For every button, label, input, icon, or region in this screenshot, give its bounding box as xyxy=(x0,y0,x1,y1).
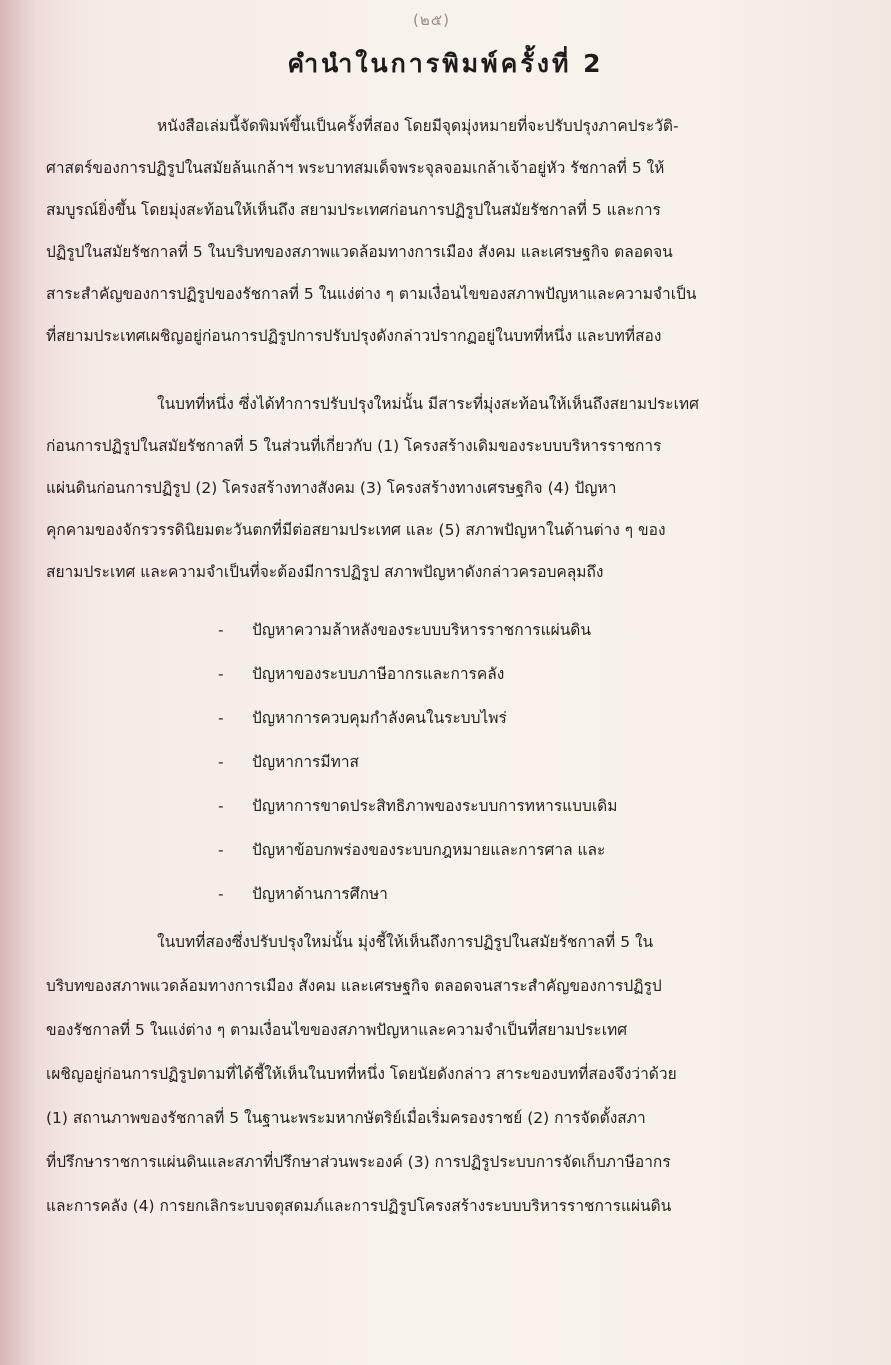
paragraph-3-line-7: และการคลัง (4) การยกเลิกระบบจตุสดมภ์และการปฏิรูปโครงสร้างระบบบริหารราชการแผ่นดิน xyxy=(46,1197,672,1215)
paragraph-3-line-1: ในบทที่สองซึ่งปรับปรุงใหม่นั้น มุ่งชี้ให้เห็นถึงการปฏิรูปในสมัยรัชกาลที่ 5 ใน xyxy=(157,933,654,951)
page-number: (๒๕) xyxy=(413,11,450,29)
bullet-marker: - xyxy=(218,841,224,859)
paragraph-3-line-4: เผชิญอยู่ก่อนการปฏิรูปตามที่ได้ชี้ให้เห็นในบทที่หนึ่ง โดยนัยดังกล่าว สาระของบทที่สองจึงว่าด้วย xyxy=(46,1065,677,1083)
bullet-marker: - xyxy=(218,885,224,903)
paragraph-1-line-5: สาระสำคัญของการปฏิรูปของรัชกาลที่ 5 ในแง่ต่าง ๆ ตามเงื่อนไขของสภาพปัญหาและความจำเป็น xyxy=(46,285,697,303)
bullet-item-4: ปัญหาการมีทาส xyxy=(252,753,359,771)
paragraph-1-line-6: ที่สยามประเทศเผชิญอยู่ก่อนการปฏิรูปการปรับปรุงดังกล่าวปรากฏอยู่ในบทที่หนึ่ง และบทที่สอง xyxy=(46,327,662,345)
bullet-item-1: ปัญหาความล้าหลังของระบบบริหารราชการแผ่นดิน xyxy=(252,621,591,639)
paragraph-2-line-1: ในบทที่หนึ่ง ซึ่งได้ทำการปรับปรุงใหม่นั้น มีสาระที่มุ่งสะท้อนให้เห็นถึงสยามประเทศ xyxy=(157,395,699,413)
bullet-item-5: ปัญหาการขาดประสิทธิภาพของระบบการทหารแบบเดิม xyxy=(252,797,618,815)
paragraph-2-line-5: สยามประเทศ และความจำเป็นที่จะต้องมีการปฏิรูป สภาพปัญหาดังกล่าวครอบคลุมถึง xyxy=(46,563,604,581)
paragraph-3-line-5: (1) สถานภาพของรัชกาลที่ 5 ในฐานะพระมหากษัตริย์เมื่อเริ่มครองราชย์ (2) การจัดตั้งสภา xyxy=(46,1109,646,1127)
page-edge-shadow xyxy=(0,0,36,1365)
paragraph-1-line-1: หนังสือเล่มนี้จัดพิมพ์ขึ้นเป็นครั้งที่สอง โดยมีจุดมุ่งหมายที่จะปรับปรุงภาคประวัติ- xyxy=(157,117,679,135)
paragraph-3-line-2: บริบทของสภาพแวดล้อมทางการเมือง สังคม และเศรษฐกิจ ตลอดจนสาระสำคัญของการปฏิรูป xyxy=(46,977,662,995)
paragraph-3-line-6: ที่ปรึกษาราชการแผ่นดินและสภาที่ปรึกษาส่วนพระองค์ (3) การปฏิรูประบบการจัดเก็บภาษีอากร xyxy=(46,1153,671,1171)
paragraph-2-line-3: แผ่นดินก่อนการปฏิรูป (2) โครงสร้างทางสังคม (3) โครงสร้างทางเศรษฐกิจ (4) ปัญหา xyxy=(46,479,617,497)
paragraph-2-line-2: ก่อนการปฏิรูปในสมัยรัชกาลที่ 5 ในส่วนที่เกี่ยวกับ (1) โครงสร้างเดิมของระบบบริหารราชการ xyxy=(46,437,662,455)
paragraph-1-line-3: สมบูรณ์ยิ่งขึ้น โดยมุ่งสะท้อนให้เห็นถึง สยามประเทศก่อนการปฏิรูปในสมัยรัชกาลที่ 5 และการ xyxy=(46,201,661,219)
bullet-marker: - xyxy=(218,709,224,727)
page-title: คำนำในการพิมพ์ครั้งที่ 2 xyxy=(287,49,604,78)
bullet-marker: - xyxy=(218,753,224,771)
bullet-item-7: ปัญหาด้านการศึกษา xyxy=(252,885,388,903)
bullet-item-6: ปัญหาข้อบกพร่องของระบบกฎหมายและการศาล และ xyxy=(252,841,606,859)
paragraph-1-line-4: ปฏิรูปในสมัยรัชกาลที่ 5 ในบริบทของสภาพแวดล้อมทางการเมือง สังคม และเศรษฐกิจ ตลอดจน xyxy=(46,243,673,261)
bullet-marker: - xyxy=(218,797,224,815)
bullet-marker: - xyxy=(218,665,224,683)
bullet-marker: - xyxy=(218,621,224,639)
bullet-item-2: ปัญหาของระบบภาษีอากรและการคลัง xyxy=(252,665,505,683)
bullet-item-3: ปัญหาการควบคุมกำลังคนในระบบไพร่ xyxy=(252,709,507,727)
paragraph-1-line-2: ศาสตร์ของการปฏิรูปในสมัยล้นเกล้าฯ พระบาทสมเด็จพระจุลจอมเกล้าเจ้าอยู่หัว รัชกาลที่ 5 ให้ xyxy=(46,159,665,177)
paragraph-3-line-3: ของรัชกาลที่ 5 ในแง่ต่าง ๆ ตามเงื่อนไขของสภาพปัญหาและความจำเป็นที่สยามประเทศ xyxy=(46,1021,628,1039)
paragraph-2-line-4: คุกคามของจักรวรรดินิยมตะวันตกที่มีต่อสยามประเทศ และ (5) สภาพปัญหาในด้านต่าง ๆ ของ xyxy=(46,521,666,539)
